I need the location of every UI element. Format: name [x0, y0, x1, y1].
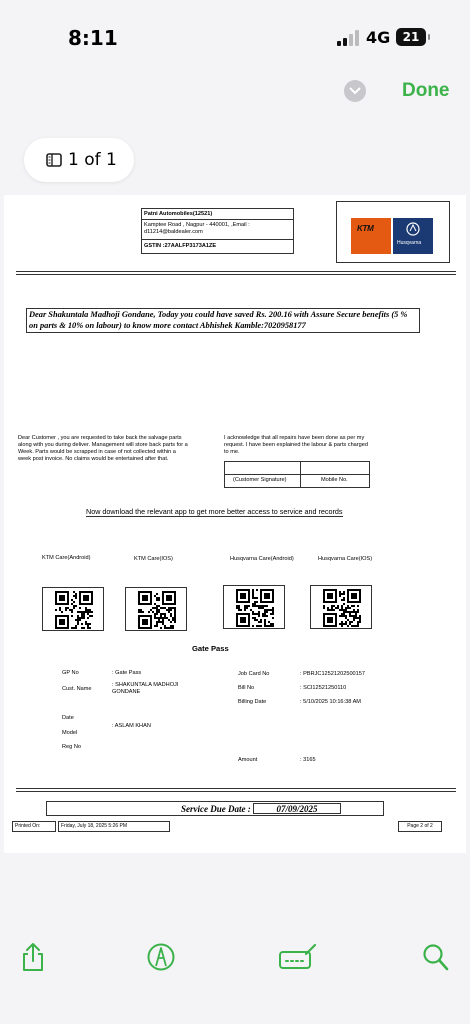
status-time: 8:11 — [68, 26, 118, 50]
salvage-notice: Dear Customer , you are requested to take back the salvage parts along with you during deliver. Management will store back parts for a Week. Parts would be scrapped in case of not collected within a week post invoice. No claims would be entertained after that. — [18, 435, 188, 462]
qr-code-husqvarna-ios[interactable] — [310, 585, 372, 629]
page-indicator[interactable] — [24, 138, 134, 182]
service-due-date: 07/09/2025 — [253, 803, 341, 814]
app-label-husqvarna-android: Husqvarna Care(Android) — [230, 556, 294, 562]
app-label-ktm-ios: KTM Care(IOS) — [134, 556, 173, 562]
signature-table — [224, 461, 370, 488]
bill-no-value: : SCI12521250110 — [300, 685, 347, 691]
cust-name-value-2: GONDANE — [112, 689, 141, 695]
model-value: : ASLAM KHAN — [112, 723, 151, 729]
bill-no-label: Bill No — [238, 685, 255, 691]
page-number: Page 2 of 2 — [398, 821, 442, 832]
model-label: Model — [62, 730, 78, 736]
ktm-logo: KTM — [351, 218, 391, 254]
document-page[interactable] — [4, 195, 466, 853]
dealer-gstin: GSTIN :27AALFP3173A1ZE — [144, 243, 217, 249]
divider — [16, 791, 456, 792]
amount-value: : 3165 — [300, 757, 316, 763]
app-label-husqvarna-ios: Husqvarna Care(IOS) — [318, 556, 373, 562]
date-label: Date — [62, 715, 74, 721]
divider — [16, 274, 456, 275]
qr-code-husqvarna-android[interactable] — [223, 585, 285, 629]
customer-signature-label: (Customer Signature) — [233, 477, 287, 483]
qr-pattern — [55, 591, 93, 629]
brand-logos — [336, 201, 450, 263]
app-label-ktm-android: KTM Care(Android) — [42, 555, 91, 561]
page-indicator-label: 1 of 1 — [68, 150, 117, 170]
qr-code-ktm-ios[interactable] — [125, 587, 187, 631]
search-icon[interactable] — [422, 942, 450, 972]
dealer-name: Patni Automobiles(12521) — [142, 209, 293, 220]
billing-date-value: : 5/10/2025 10:16:38 AM — [300, 699, 361, 705]
job-card-value: : PBRJC12521202500157 — [300, 671, 366, 677]
dealer-address-line1: Kamptee Road , Nagpur - 440001, ,Email : — [144, 222, 250, 228]
divider — [16, 788, 456, 789]
cust-name-label: Cust. Name — [62, 686, 92, 692]
divider — [16, 271, 456, 272]
acknowledgement: I acknowledge that all repairs have been done as per my request. I have been explained the labour & parts charged to me. — [224, 435, 368, 455]
billing-date-label: Billing Date — [238, 699, 267, 705]
service-due-box — [46, 801, 384, 816]
done-button[interactable]: Done — [402, 80, 450, 101]
download-app-text: Now download the relevant app to get more better access to service and records — [86, 507, 343, 516]
gate-pass-title: Gate Pass — [192, 644, 229, 653]
battery-icon — [396, 28, 426, 46]
chevron-down-icon[interactable] — [344, 80, 366, 102]
qr-pattern — [236, 589, 274, 627]
dealer-address-line2: d11214@baldealer.com — [144, 229, 203, 235]
dealer-box — [141, 208, 294, 254]
reg-no-label: Reg No — [62, 744, 81, 750]
qr-code-ktm-android[interactable] — [42, 587, 104, 631]
job-card-label: Job Card No — [238, 671, 270, 677]
cust-name-value: : SHAKUNTALA MADHOJI — [112, 682, 179, 688]
service-due-label: Service Due Date : — [181, 804, 251, 814]
gp-no-value: : Gate Pass — [112, 670, 142, 676]
printed-on-label: Printed On: — [12, 821, 56, 832]
mobile-label: Mobile No. — [321, 477, 348, 483]
dealer-address — [142, 220, 293, 240]
signal-icon — [337, 30, 359, 46]
battery-level: 21 — [402, 30, 420, 44]
thumbnail-icon — [46, 152, 62, 168]
qr-pattern — [138, 591, 176, 629]
qr-pattern — [323, 589, 361, 627]
amount-label: Amount — [238, 757, 258, 763]
gp-no-label: GP No — [62, 670, 79, 676]
markup-icon[interactable] — [146, 942, 176, 972]
promo-message: Dear Shakuntala Madhoji Gondane, Today you could have saved Rs. 200.16 with Assure Secure benefits (5 % on parts & 10% on labour) to know more contact Abhishek Kamble:7020958177 — [26, 308, 420, 333]
signature-icon[interactable] — [278, 942, 318, 972]
husqvarna-logo: Husqvarna — [393, 218, 433, 254]
status-bar — [0, 0, 470, 60]
share-icon[interactable] — [20, 942, 46, 972]
network-type: 4G — [366, 28, 391, 47]
printed-on-value: Friday, July 18, 2025 5:26 PM — [58, 821, 170, 832]
